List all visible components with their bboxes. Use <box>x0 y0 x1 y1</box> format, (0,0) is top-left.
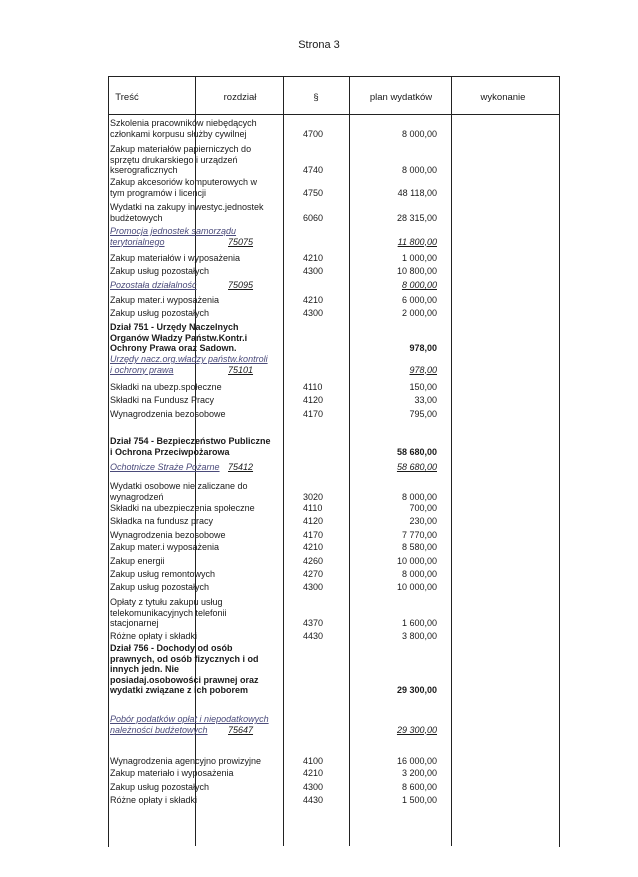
row-plan-value: 2 000,00 <box>401 308 437 318</box>
row-plan-value: 1 000,00 <box>401 253 437 263</box>
row-description <box>110 597 310 629</box>
row-plan-value: 8 000,00 <box>401 280 437 290</box>
row-plan-value: 48 118,00 <box>397 187 437 198</box>
row-description <box>110 714 310 735</box>
description-line: Zakup energii <box>110 556 165 566</box>
description-line: Zakup akcesoriów komputerowych w <box>110 177 258 187</box>
description-line: Składki na ubezpieczenia społeczne <box>110 503 255 513</box>
row-paragraf: 4110 <box>303 503 323 513</box>
row-paragraf: 4170 <box>303 530 324 540</box>
row-description <box>110 782 310 793</box>
row-paragraf: 4370 <box>303 618 324 628</box>
description-line: kserograficznych <box>110 165 178 175</box>
description-line: Zakup materiałów papierniczych do <box>110 144 252 154</box>
row-rozdzial: 75095 <box>228 280 254 290</box>
description-line: Wydatki osobowe nie zaliczane do <box>110 481 248 491</box>
description-line: Organów Władzy Państw.Kontr.i <box>110 332 248 343</box>
row-plan-value: 795,00 <box>409 409 437 419</box>
description-line: członkami korpusu służby cywilnej <box>110 128 247 139</box>
description-line: Urzędy nacz.org.władzy państw.kontroli <box>110 354 268 364</box>
row-plan-value: 58 680,00 <box>396 446 437 457</box>
row-description <box>110 382 310 393</box>
description-line: Dział 756 - Dochody od osób <box>110 643 233 653</box>
row-description <box>110 354 310 375</box>
column-divider <box>451 76 452 846</box>
header-plan: plan wydatków <box>369 92 433 103</box>
description-line: Zakup usług pozostałych <box>110 308 210 318</box>
row-paragraf: 4260 <box>303 556 324 566</box>
row-paragraf: 4210 <box>303 253 324 263</box>
row-description <box>110 768 310 779</box>
row-description <box>110 226 310 247</box>
row-description <box>110 395 310 406</box>
row-plan-value: 8 000,00 <box>401 165 437 175</box>
row-description <box>110 409 310 420</box>
header-wykonanie: wykonanie <box>480 92 526 103</box>
row-plan-value: 28 315,00 <box>396 212 437 223</box>
row-paragraf: 4430 <box>303 631 324 641</box>
row-paragraf: 4100 <box>303 756 324 766</box>
description-line: tym programów i licencji <box>110 187 207 198</box>
header-rozdzial: rozdział <box>223 92 257 103</box>
description-line: Dział 754 - Bezpieczeństwo Publiczne <box>110 436 271 446</box>
row-plan-value: 8 600,00 <box>401 782 437 792</box>
description-line: Promocja jednostek samorządu <box>110 226 237 236</box>
description-line: Pozostała działalność <box>110 280 197 290</box>
description-line: i ochrony prawa <box>110 364 174 375</box>
row-plan-value: 7 770,00 <box>401 530 437 540</box>
description-line: Składka na fundusz pracy <box>110 516 214 526</box>
row-paragraf: 4210 <box>303 542 324 552</box>
row-plan-value: 978,00 <box>409 364 437 375</box>
description-line: Wynagrodzenia agencyjno prowizyjne <box>110 756 262 766</box>
row-paragraf: 4120 <box>303 395 324 405</box>
row-paragraf: 4700 <box>303 128 324 139</box>
row-description <box>110 795 310 806</box>
row-description <box>110 756 310 767</box>
row-paragraf: 4270 <box>303 569 324 579</box>
description-line: innych jedn. Nie <box>110 664 180 674</box>
description-line: Zakup usług pozostałych <box>110 266 210 276</box>
row-description <box>110 202 310 223</box>
row-description <box>110 516 310 527</box>
row-plan-value: 6 000,00 <box>401 295 437 305</box>
description-line: Zakup usług pozostałych <box>110 582 210 592</box>
row-paragraf: 4110 <box>303 382 323 392</box>
row-description <box>110 542 310 553</box>
row-description <box>110 308 310 319</box>
row-paragraf: 6060 <box>303 212 324 223</box>
row-paragraf: 4300 <box>303 582 324 592</box>
description-line: telekomunikacyjnych telefonii <box>110 607 227 618</box>
row-description <box>110 322 310 354</box>
column-divider <box>349 76 350 846</box>
row-description <box>110 266 310 277</box>
row-plan-value: 33,00 <box>414 395 437 405</box>
row-description <box>110 462 310 473</box>
row-plan-value: 150,00 <box>409 382 437 392</box>
description-line: Ochotnicze Straże Pożarne <box>110 462 220 472</box>
row-plan-value: 230,00 <box>409 516 437 526</box>
row-plan-value: 16 000,00 <box>396 756 437 766</box>
row-paragraf: 3020 <box>303 491 324 502</box>
row-plan-value: 8 000,00 <box>401 491 437 502</box>
row-description <box>110 177 310 198</box>
row-paragraf: 4740 <box>303 165 324 175</box>
row-description <box>110 253 310 264</box>
row-description <box>110 118 310 139</box>
description-line: Zakup usług pozostałych <box>110 782 210 792</box>
row-plan-value: 8 580,00 <box>401 542 437 552</box>
row-plan-value: 978,00 <box>409 343 437 353</box>
description-line: Dział 751 - Urzędy Naczelnych <box>110 322 239 332</box>
description-line: i Ochrona Przeciwpożarowa <box>110 446 230 457</box>
description-line: Wynagrodzenia bezosobowe <box>110 409 226 419</box>
row-plan-value: 1 600,00 <box>401 618 437 628</box>
header-tresc: Treść <box>115 92 139 103</box>
description-line: wydatki związane z ich poborem <box>110 685 249 695</box>
header-divider <box>108 114 559 115</box>
description-line: Wydatki na zakupy inwestyc.jednostek <box>110 202 264 212</box>
row-description <box>110 481 310 502</box>
description-line: Składki na Fundusz Pracy <box>110 395 215 405</box>
row-description <box>110 503 310 514</box>
row-description <box>110 295 310 306</box>
row-plan-value: 3 200,00 <box>401 768 437 778</box>
row-description <box>110 144 310 176</box>
row-description <box>110 569 310 580</box>
description-line: sprzętu drukarskiego i urządzeń <box>110 154 238 165</box>
description-line: budżetowych <box>110 212 163 223</box>
description-line: Wynagrodzenia bezosobowe <box>110 530 226 540</box>
row-description <box>110 436 310 457</box>
description-line: Zakup materiało i wyposażenia <box>110 768 234 778</box>
header-paragraf: § <box>313 92 319 103</box>
row-plan-value: 29 300,00 <box>396 685 437 695</box>
description-line: Ochrony Prawa oraz Sadown. <box>110 343 237 353</box>
row-paragraf: 4750 <box>303 187 324 198</box>
row-paragraf: 4300 <box>303 308 324 318</box>
row-plan-value: 10 000,00 <box>396 582 437 592</box>
description-line: wynagrodzeń <box>110 491 164 502</box>
row-plan-value: 1 500,00 <box>401 795 437 805</box>
row-plan-value: 8 000,00 <box>401 128 437 139</box>
row-paragraf: 4300 <box>303 266 324 276</box>
row-description <box>110 631 310 642</box>
description-line: Pobór podatków opłat i niepodatkowych <box>110 714 269 724</box>
row-paragraf: 4210 <box>303 768 324 778</box>
row-description <box>110 556 310 567</box>
description-line: należności budżetowych <box>110 724 208 735</box>
description-line: Zakup mater.i wyposażenia <box>110 542 220 552</box>
row-plan-value: 3 800,00 <box>401 631 437 641</box>
description-line: Szkolenia pracowników niebędących <box>110 118 257 128</box>
description-line: Zakup mater.i wyposażenia <box>110 295 220 305</box>
row-description <box>110 280 310 291</box>
row-plan-value: 700,00 <box>409 503 437 513</box>
description-line: stacjonarnej <box>110 618 159 628</box>
row-paragraf: 4430 <box>303 795 324 805</box>
description-line: Opłaty z tytułu zakupu usług <box>110 597 223 607</box>
row-description <box>110 530 310 541</box>
row-rozdzial: 75412 <box>228 462 254 472</box>
row-plan-value: 58 680,00 <box>396 462 437 472</box>
row-plan-value: 10 000,00 <box>396 556 437 566</box>
row-paragraf: 4120 <box>303 516 324 526</box>
description-line: Różne opłaty i składki <box>110 631 198 641</box>
row-rozdzial: 75101 <box>228 364 254 375</box>
row-description <box>110 643 310 696</box>
row-paragraf: 4210 <box>303 295 324 305</box>
description-line: posiadaj.osobowości prawnej oraz <box>110 674 259 685</box>
description-line: terytorialnego <box>110 236 165 247</box>
row-plan-value: 29 300,00 <box>396 724 437 735</box>
description-line: Składki na ubezp.społeczne <box>110 382 222 392</box>
page-title: Strona 3 <box>298 39 340 51</box>
row-plan-value: 8 000,00 <box>401 569 437 579</box>
row-paragraf: 4170 <box>303 409 324 419</box>
row-description <box>110 582 310 593</box>
row-rozdzial: 75647 <box>228 724 254 735</box>
row-plan-value: 10 800,00 <box>396 266 437 276</box>
row-paragraf: 4300 <box>303 782 324 792</box>
row-plan-value: 11 800,00 <box>397 236 437 247</box>
description-line: Zakup usług remontowych <box>110 569 216 579</box>
description-line: Różne opłaty i składki <box>110 795 198 805</box>
row-rozdzial: 75075 <box>228 236 254 247</box>
description-line: prawnych, od osób fizycznych i od <box>110 653 259 664</box>
description-line: Zakup materiałów i wyposażenia <box>110 253 241 263</box>
